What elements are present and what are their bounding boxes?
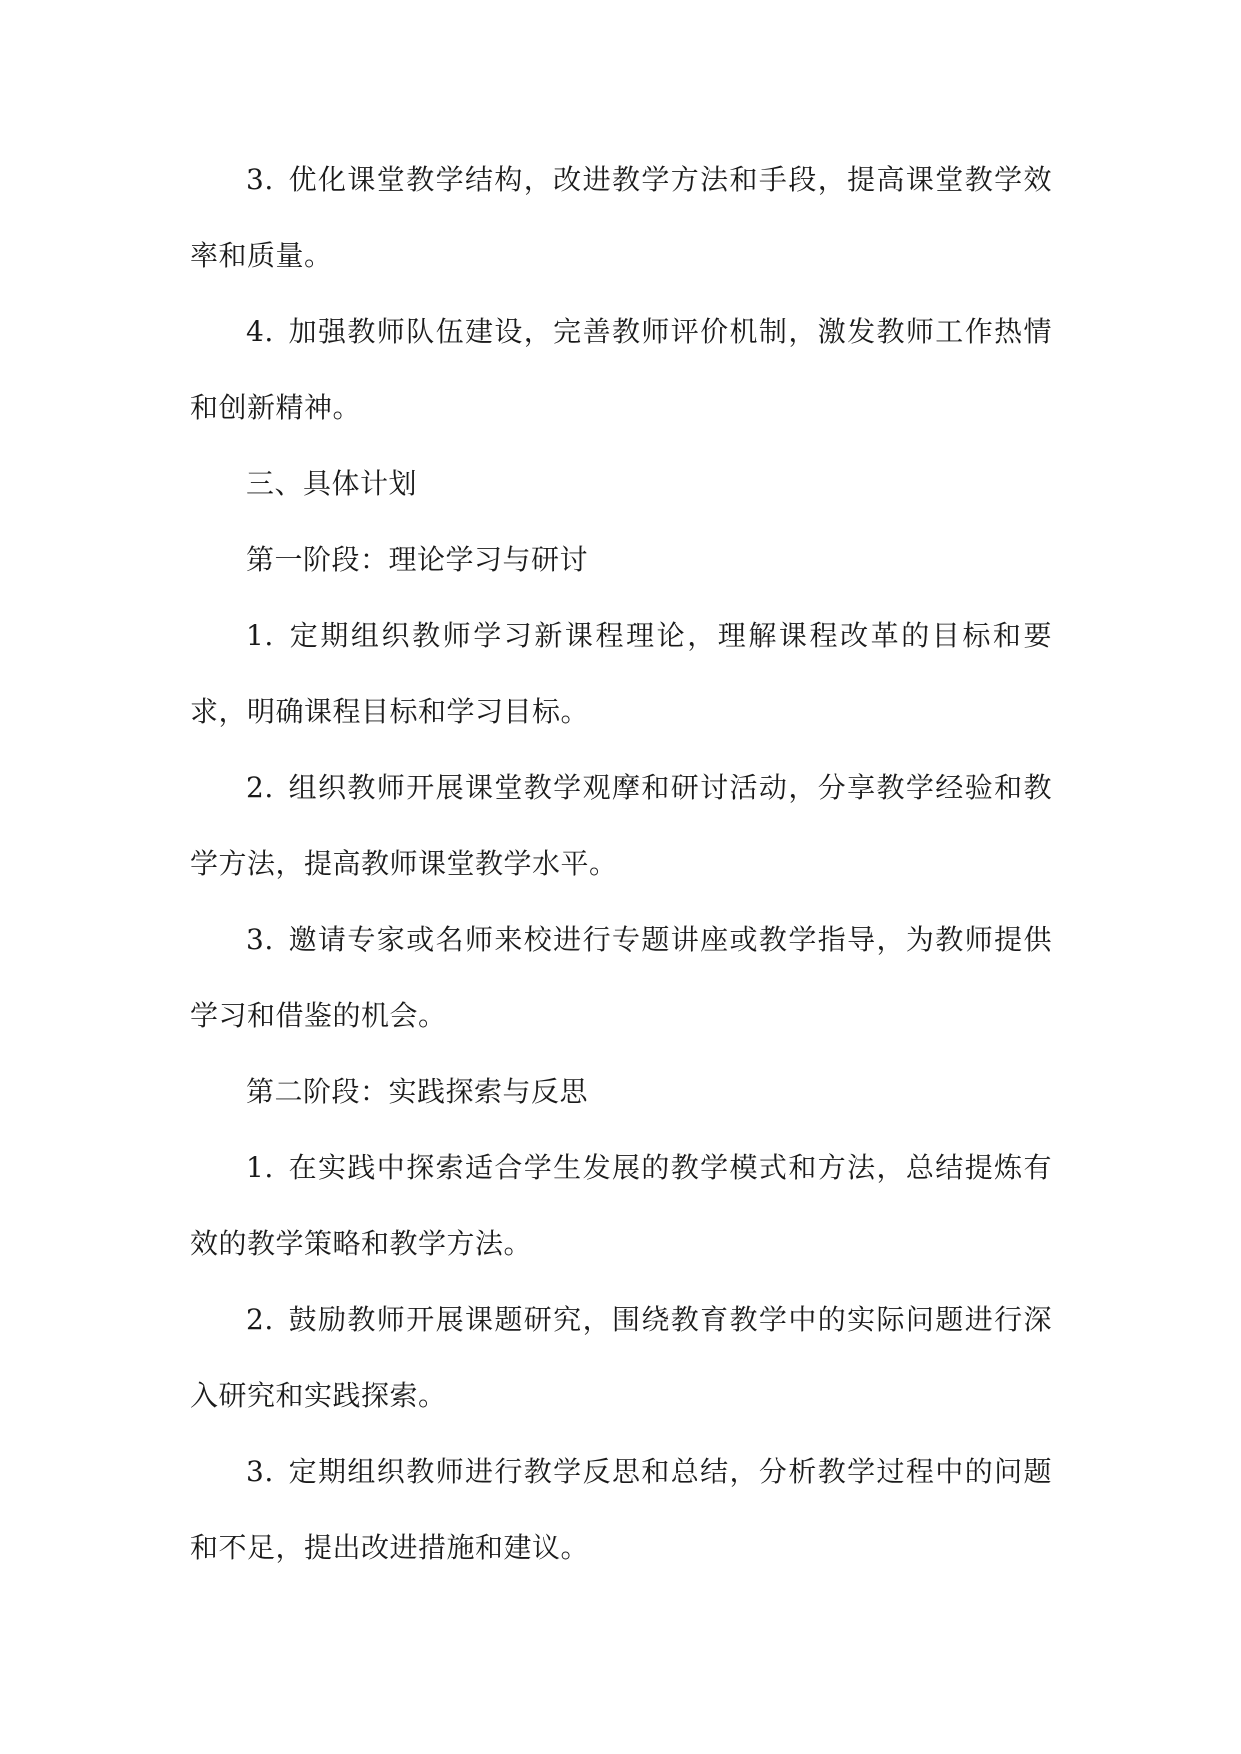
item-number: 3. — [246, 923, 274, 956]
paragraph-text: 组织教师开展课堂教学观摩和研讨活动，分享教学经验和教学方法，提高教师课堂教学水平。 — [190, 771, 1052, 880]
item-number: 4. — [246, 315, 274, 348]
paragraph-stage2-item-2 — [190, 1282, 1052, 1434]
paragraph-text: 定期组织教师学习新课程理论，理解课程改革的目标和要求，明确课程目标和学习目标。 — [190, 619, 1052, 728]
paragraph-goal-4 — [190, 294, 1052, 446]
stage-one-heading — [190, 522, 1052, 598]
paragraph-text: 定期组织教师进行教学反思和总结，分析教学过程中的问题和不足，提出改进措施和建议。 — [190, 1455, 1052, 1564]
item-number: 3. — [246, 163, 274, 196]
stage-two-heading — [190, 1054, 1052, 1130]
heading-text: 第二阶段：实践探索与反思 — [246, 1075, 589, 1108]
paragraph-stage2-item-3 — [190, 1434, 1052, 1586]
paragraph-text: 在实践中探索适合学生发展的教学模式和方法，总结提炼有效的教学策略和教学方法。 — [190, 1151, 1052, 1260]
item-number: 3. — [246, 1455, 274, 1488]
paragraph-text: 邀请专家或名师来校进行专题讲座或教学指导，为教师提供学习和借鉴的机会。 — [190, 923, 1052, 1032]
heading-text: 第一阶段：理论学习与研讨 — [246, 543, 589, 576]
section-heading-specific-plan — [190, 446, 1052, 522]
paragraph-text: 优化课堂教学结构，改进教学方法和手段，提高课堂教学效率和质量。 — [190, 163, 1052, 272]
paragraph-stage1-item-3 — [190, 902, 1052, 1054]
paragraph-stage1-item-1 — [190, 598, 1052, 750]
paragraph-text: 鼓励教师开展课题研究，围绕教育教学中的实际问题进行深入研究和实践探索。 — [190, 1303, 1052, 1412]
item-number: 2. — [246, 771, 274, 804]
paragraph-goal-3 — [190, 142, 1052, 294]
paragraph-stage1-item-2 — [190, 750, 1052, 902]
item-number: 1. — [246, 1151, 274, 1184]
document-body — [190, 142, 1052, 1586]
paragraph-stage2-item-1 — [190, 1130, 1052, 1282]
heading-text: 三、具体计划 — [246, 467, 418, 500]
item-number: 1. — [246, 619, 274, 652]
paragraph-text: 加强教师队伍建设，完善教师评价机制，激发教师工作热情和创新精神。 — [190, 315, 1052, 424]
item-number: 2. — [246, 1303, 274, 1336]
